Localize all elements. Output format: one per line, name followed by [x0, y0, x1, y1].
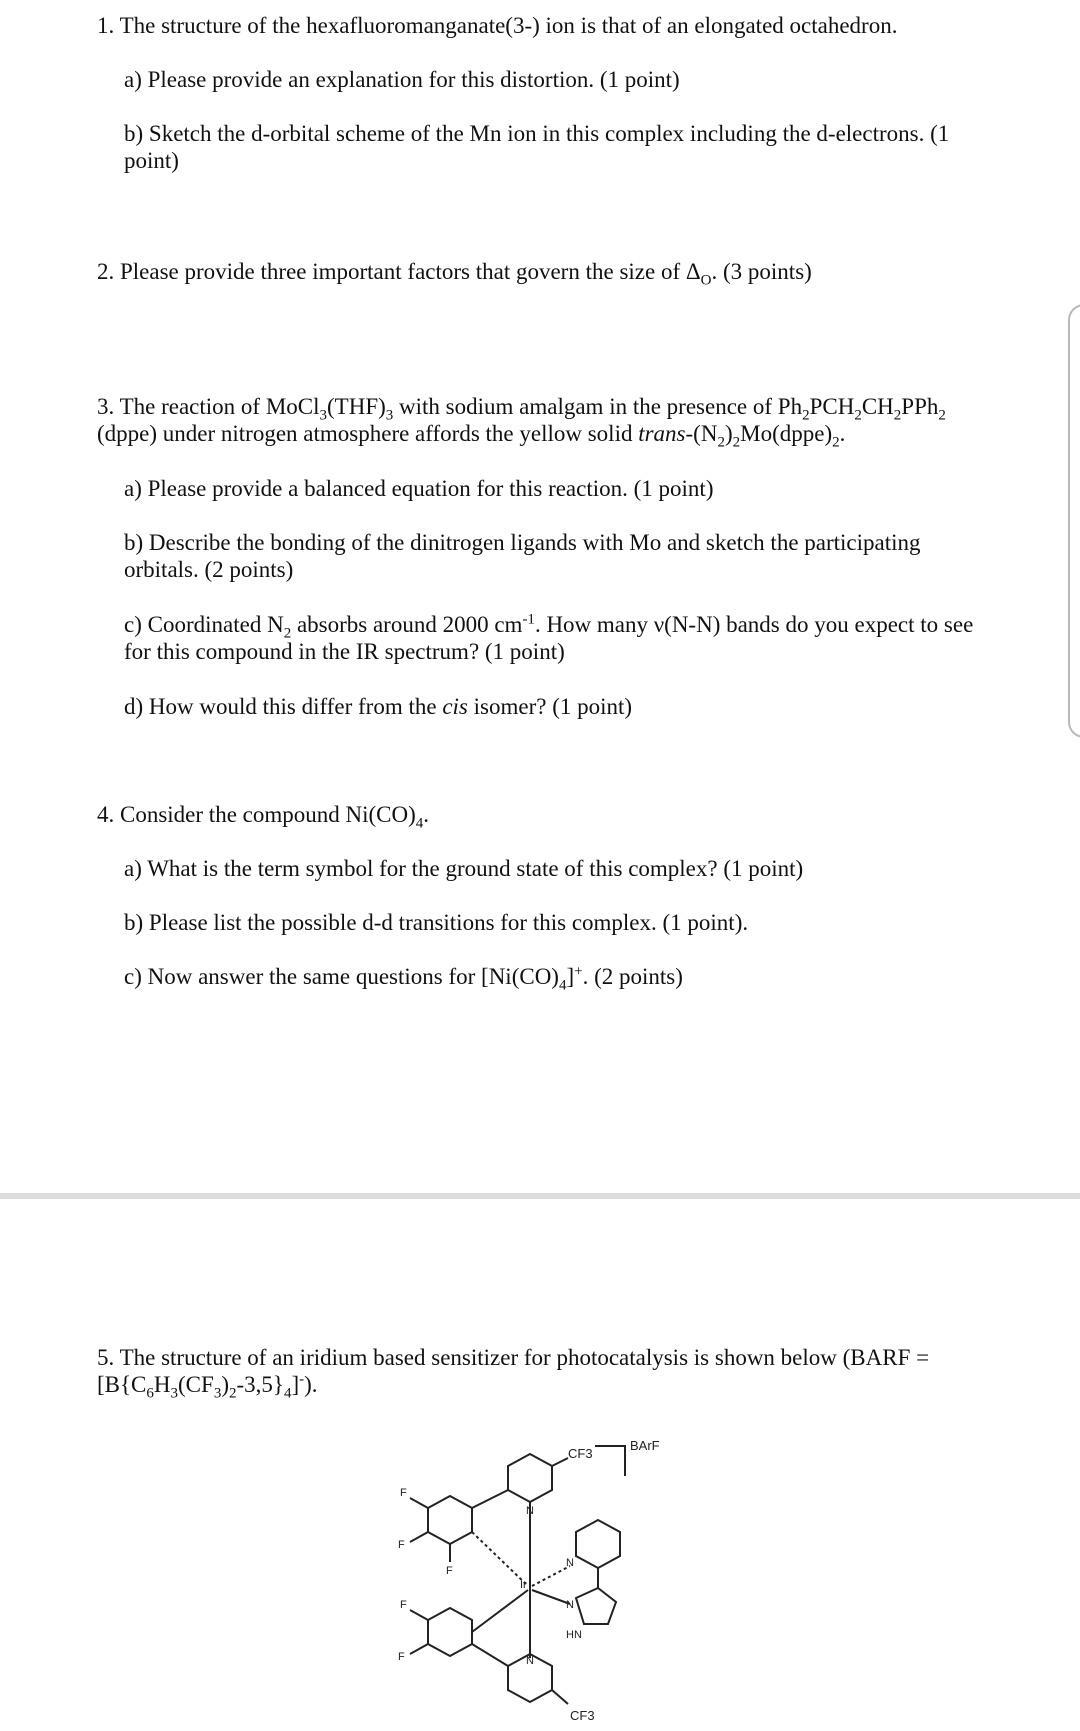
- cf3-bond: [552, 1690, 568, 1704]
- q3-text: with sodium amalgam in the presence of Ph: [393, 394, 803, 419]
- q3-trans-italic: trans: [638, 421, 686, 446]
- q3-text: 3. The reaction of MoCl: [97, 394, 320, 419]
- q4-part-a: a) What is the term symbol for the ground state of this complex? (1 point): [124, 856, 804, 881]
- hn-label: HN: [566, 1629, 582, 1641]
- q3-part-c: [124, 611, 984, 665]
- barf-label: BArF: [630, 1438, 660, 1453]
- q4-text: 4. Consider the compound Ni(CO): [97, 802, 416, 827]
- q3c-sub: 2: [283, 625, 292, 642]
- q3-text: -(N: [685, 421, 718, 446]
- pyrazole-ring: [576, 1588, 616, 1624]
- q5-text: [B{C: [97, 1372, 147, 1397]
- q3-text: (THF): [327, 394, 386, 419]
- q3-sub: 2: [854, 407, 862, 424]
- q5-sub: 3: [170, 1385, 179, 1402]
- q5-sub: 3: [213, 1385, 222, 1402]
- ir-n-bond-pyrazole: [532, 1590, 570, 1604]
- q4-stem: [97, 801, 430, 832]
- q3-sub: 2: [832, 434, 840, 451]
- scroll-handle[interactable]: [1068, 304, 1080, 738]
- q4c-text: ]: [566, 964, 575, 989]
- q3-part-b: b) Describe the bonding of the dinitrogen ligands with Mo and sketch the participating orbitals. (2 points): [124, 530, 921, 582]
- ir-n-bond-dashed: [532, 1566, 570, 1586]
- q4-text: .: [423, 802, 430, 827]
- q3-sub: 2: [802, 407, 810, 424]
- q3d-text: d) How would this differ from the: [124, 694, 443, 719]
- f-label: F: [400, 1599, 407, 1611]
- q5-stem-line1: 5. The structure of an iridium based sensitizer for photocatalysis is shown below (BARF =: [97, 1345, 930, 1370]
- ir-c-bond: [472, 1590, 528, 1632]
- q5-text: -3,5}: [236, 1372, 284, 1397]
- page-divider: [0, 1193, 1080, 1199]
- q3-text: (dppe) under nitrogen atmosphere affords the yellow solid: [97, 421, 639, 446]
- cf3-bond: [552, 1458, 568, 1466]
- f-bond: [410, 1532, 428, 1542]
- q3-text: .: [839, 421, 846, 446]
- f-label: F: [398, 1651, 405, 1663]
- n-label: N: [526, 1655, 534, 1667]
- q3-part-d: [124, 693, 632, 720]
- q4c-sup: +: [574, 963, 583, 980]
- q2-stem-tail: . (3 points): [711, 259, 812, 284]
- ring-link: [472, 1490, 508, 1508]
- q3-stem-line2: [97, 420, 946, 451]
- q5-sup: -: [299, 1371, 305, 1388]
- n-label: N: [566, 1557, 574, 1569]
- upper-fluorophenyl-ring: [428, 1496, 472, 1544]
- q3c-text: . How many ν(N-N) bands do you expect to see for this compound in the IR spectrum? (1 point): [124, 612, 974, 664]
- q3c-text: c) Coordinated N: [124, 612, 284, 637]
- q5-text: (CF: [178, 1372, 214, 1397]
- q5-stem: [97, 1344, 930, 1402]
- q3-text: PPh: [901, 394, 939, 419]
- q4c-text: c) Now answer the same questions for [Ni(CO): [124, 964, 559, 989]
- q2-stem: [97, 258, 812, 289]
- ring-link: [472, 1644, 508, 1666]
- f-bond: [410, 1644, 428, 1654]
- iridium-complex-structure: [380, 1428, 700, 1728]
- q5-text: ): [221, 1372, 229, 1397]
- q3d-cis-italic: cis: [442, 694, 468, 719]
- q5-text: H: [153, 1372, 171, 1397]
- f-label: F: [446, 1565, 453, 1577]
- q4-sub: 4: [415, 815, 424, 832]
- q5-text: ).: [304, 1372, 318, 1397]
- q1-part-a: a) Please provide an explanation for this distortion. (1 point): [124, 67, 680, 92]
- q5-text: ]: [291, 1372, 300, 1397]
- n-label: N: [526, 1505, 534, 1517]
- q2-delta-sub: O: [700, 272, 712, 289]
- q3-sub: 2: [732, 434, 741, 451]
- q3-stem: [97, 393, 946, 451]
- q2-stem-text: 2. Please provide three important factors that govern the size of Δ: [97, 259, 701, 284]
- q4-part-c: [124, 963, 683, 994]
- right-pyridine-ring: [576, 1520, 620, 1568]
- n-label: N: [566, 1599, 574, 1611]
- q3-stem-line1: [97, 393, 946, 424]
- lower-fluorophenyl-ring: [428, 1608, 472, 1656]
- q3-sub: 2: [938, 407, 946, 424]
- q5-sub: 6: [146, 1385, 154, 1402]
- q3-text: ): [724, 421, 733, 446]
- q3-text: Mo(dppe): [740, 421, 833, 446]
- cf3-top-label: CF3: [568, 1446, 593, 1461]
- q4c-text: . (2 points): [582, 964, 683, 989]
- f-bond: [410, 1498, 428, 1508]
- q5-stem-line2: [97, 1371, 929, 1402]
- q5-sub: 4: [283, 1385, 292, 1402]
- f-label: F: [400, 1487, 407, 1499]
- ir-c-bond-dashed: [472, 1532, 528, 1586]
- q3c-text: absorbs around 2000 cm: [291, 612, 523, 637]
- q3-part-a: a) Please provide a balanced equation for this reaction. (1 point): [124, 476, 714, 501]
- q3-sub: 2: [893, 407, 902, 424]
- q1-stem: 1. The structure of the hexafluoromanganate(3-) ion is that of an elongated octahedron.: [97, 13, 898, 38]
- top-pyridine-ring: [508, 1454, 552, 1502]
- barf-bracket: [595, 1446, 625, 1476]
- q3-sub: 3: [385, 407, 394, 424]
- q4c-sub: 4: [558, 977, 567, 994]
- ir-label: Ir: [520, 1579, 527, 1591]
- f-bond: [410, 1610, 428, 1620]
- q3-text: CH: [861, 394, 894, 419]
- q3-sub: 3: [319, 407, 327, 424]
- q3-sub: 2: [717, 434, 725, 451]
- q3d-text: isomer? (1 point): [467, 694, 633, 719]
- q4-part-b: b) Please list the possible d-d transitions for this complex. (1 point).: [124, 910, 749, 935]
- f-label: F: [398, 1539, 405, 1551]
- q3-text: PCH: [809, 394, 855, 419]
- q5-sub: 2: [228, 1385, 237, 1402]
- q3c-sup: -1: [522, 611, 535, 628]
- q1-part-b: b) Sketch the d-orbital scheme of the Mn ion in this complex including the d-electrons. (1 point): [124, 121, 950, 173]
- cf3-bottom-label: CF3: [570, 1708, 595, 1723]
